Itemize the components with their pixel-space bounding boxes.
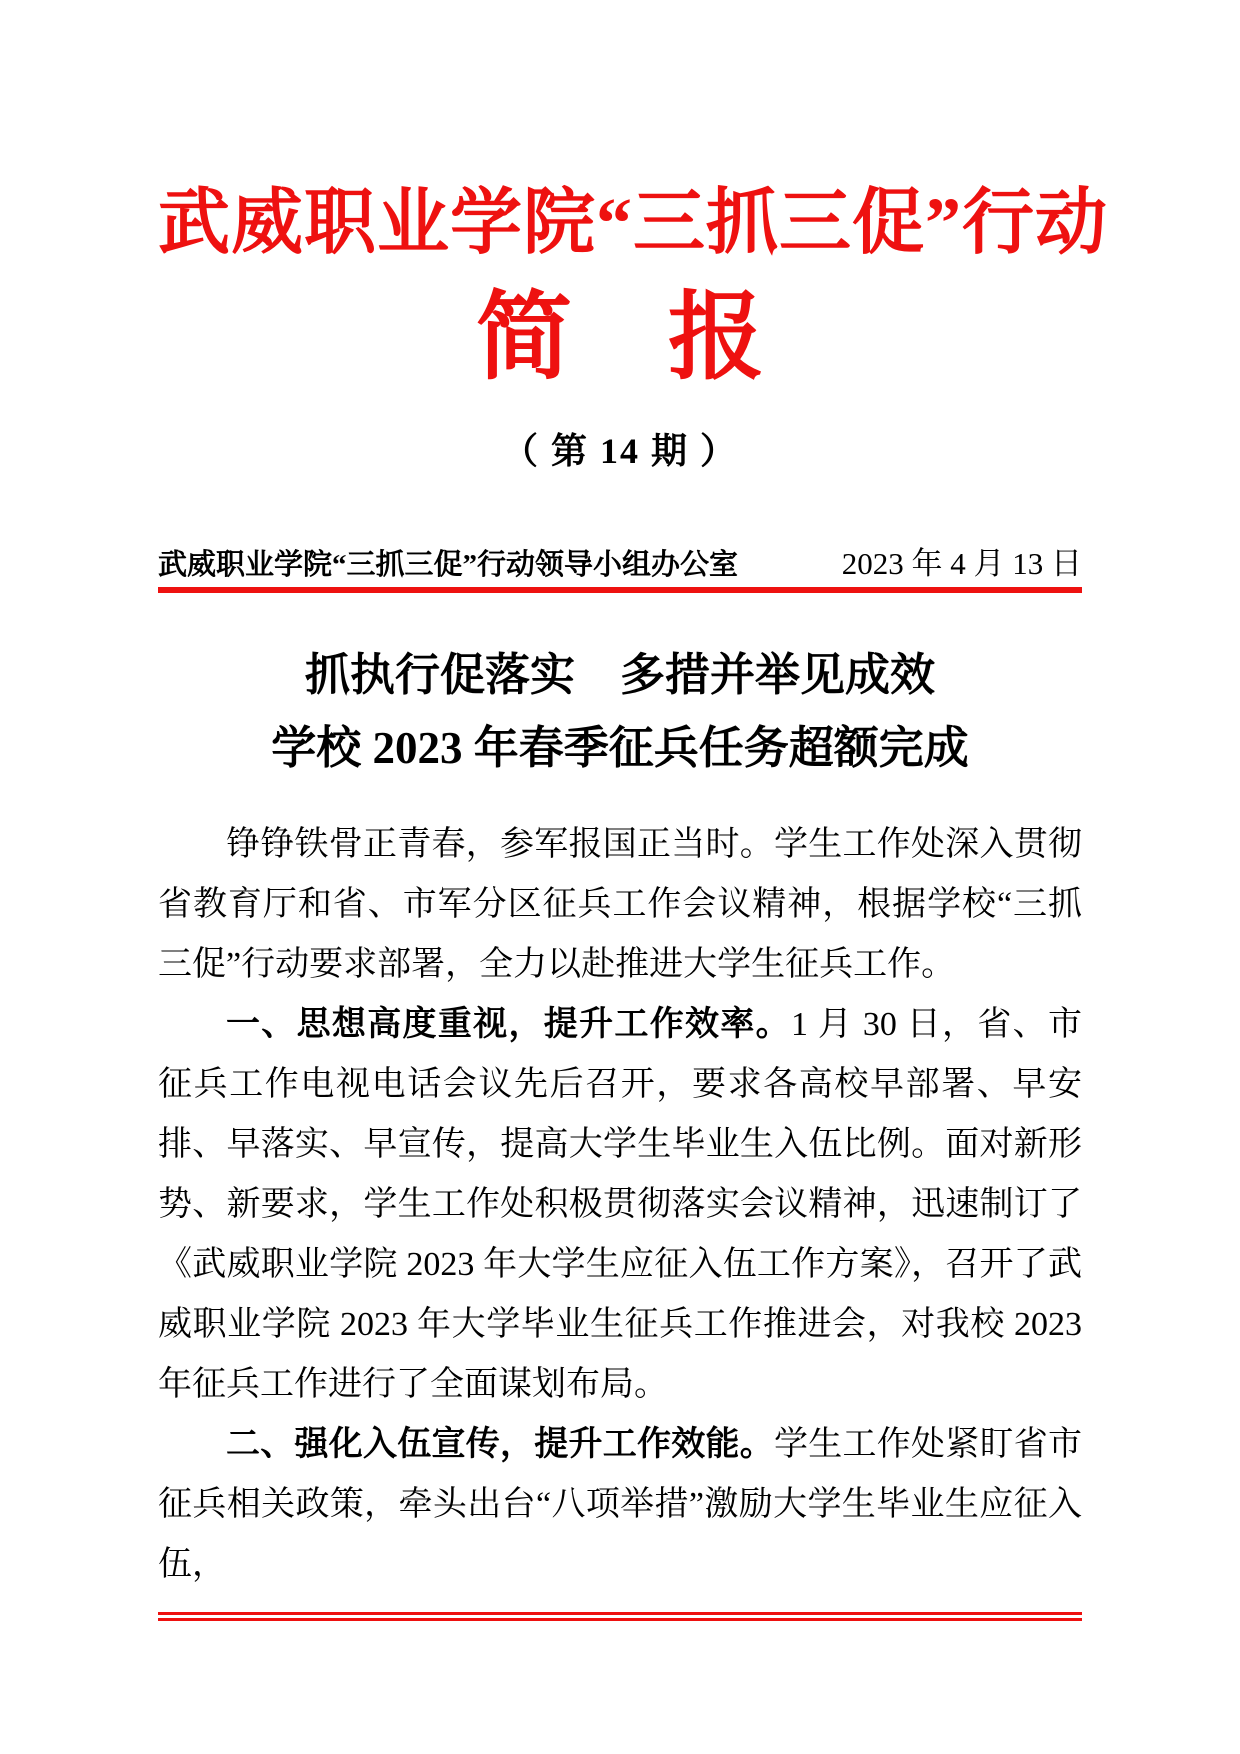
paragraph-lead: 二、强化入伍宣传，提升工作效能。 (226, 1426, 774, 1463)
paragraph-text: 1 月 30 日，省、市征兵工作电视电话会议先后召开，要求各高校早部署、早安排、早落实、早宣传，提高大学生毕业生入伍比例。面对新形势、新要求，学生工作处积极贯彻落实会议精神，迅速制订了《武威职业学院 2023 年大学生应征入伍工作方案》，召开了武威职业学院 2023 年大学毕业生征兵工作推进会，对我校 2023 年征兵工作进行了全面谋划布局。 (158, 1006, 1082, 1403)
footer-double-rule (158, 1612, 1082, 1621)
article-paragraph (158, 815, 1082, 995)
issue-date: 2023 年 4 月 13 日 (841, 546, 1082, 581)
article-title-line1: 抓执行促落实 多措并举见成效 (304, 650, 935, 700)
paragraph-text: 铮铮铁骨正青春，参军报国正当时。学生工作处深入贯彻省教育厅和省、市军分区征兵工作会议精神，根据学校“三抓三促”行动要求部署，全力以赴推进大学生征兵工作。 (158, 826, 1082, 983)
article-paragraph (158, 1415, 1082, 1595)
article-paragraph (158, 995, 1082, 1415)
issue-number: （ 第 14 期 ） (501, 431, 738, 471)
info-bar (158, 546, 1082, 583)
masthead-title: 武威职业学院“三抓三促”行动 (158, 183, 1109, 263)
article-title (158, 639, 1082, 785)
article-title-line2: 学校 2023 年春季征兵任务超额完成 (271, 723, 969, 773)
masthead-divider-rule (158, 587, 1082, 593)
masthead-bulletin-name: 简 报 (476, 284, 764, 391)
article-body (158, 815, 1082, 1595)
issuing-office: 武威职业学院“三抓三促”行动领导小组办公室 (158, 549, 739, 581)
paragraph-lead: 一、思想高度重视，提升工作效率。 (226, 1006, 791, 1043)
paragraph-text: 学生工作处紧盯省市征兵相关政策，牵头出台“八项举措”激励大学生毕业生应征入伍， (158, 1426, 1082, 1583)
